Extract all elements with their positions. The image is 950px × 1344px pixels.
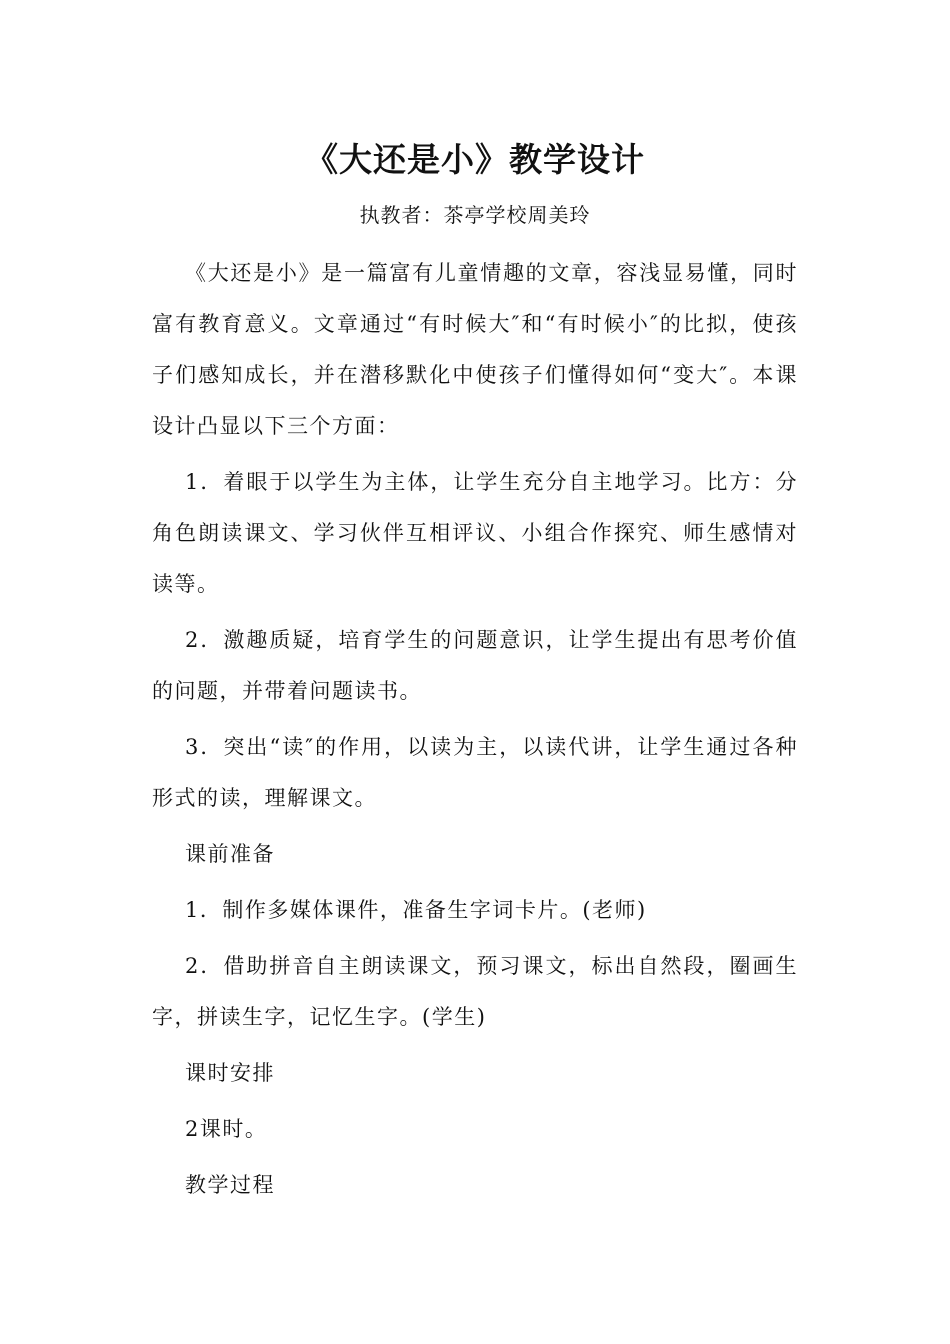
document-author: 执教者：茶亭学校周美玲 xyxy=(359,203,591,227)
schedule-text: 2课时。 xyxy=(185,1117,268,1141)
section-heading-process: 教学过程 xyxy=(185,1173,275,1197)
design-point-2: 2．激趣质疑，培育学生的问题意识，让学生提出有思考价值的问题，并带着问题读书。 xyxy=(152,628,798,703)
intro-paragraph: 《大还是小》是一篇富有儿童情趣的文章，容浅显易懂，同时富有教育意义。文章通过“有时候大″和“有时候小″的比拟，使孩子们感知成长，并在潜移默化中使孩子们懂得如何“变大″。本课设计凸显以下三个方面： xyxy=(152,261,798,438)
document-title: 《大还是小》教学设计 xyxy=(305,140,645,179)
design-point-3: 3．突出“读″的作用，以读为主，以读代讲，让学生通过各种形式的读，理解课文。 xyxy=(152,735,798,810)
preparation-item-2: 2．借助拼音自主朗读课文，预习课文，标出自然段，圈画生字，拼读生字，记忆生字。(学生) xyxy=(152,954,798,1029)
document-page xyxy=(152,138,798,1211)
preparation-item-1: 1．制作多媒体课件，准备生字词卡片。(老师) xyxy=(185,898,647,922)
design-point-1: 1．着眼于以学生为主体，让学生充分自主地学习。比方：分角色朗读课文、学习伙伴互相评议、小组合作探究、师生感情对读等。 xyxy=(152,470,798,596)
section-heading-preparation: 课前准备 xyxy=(185,842,275,866)
section-heading-schedule: 课时安排 xyxy=(185,1061,275,1085)
